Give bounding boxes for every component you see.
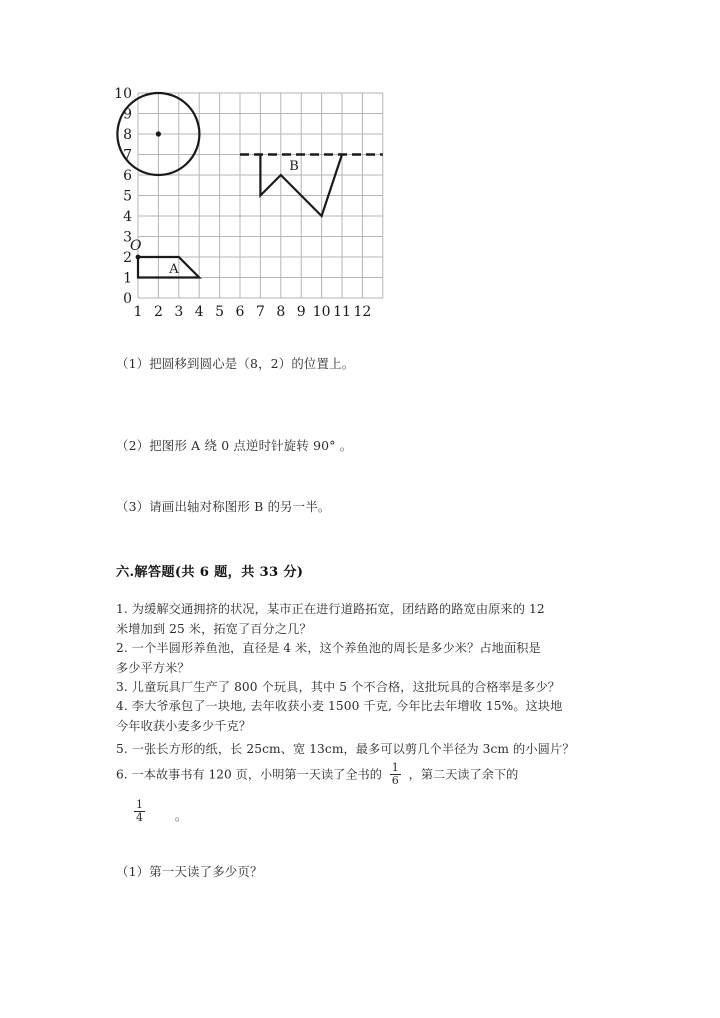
fraction-one-quarter-denominator: 4 (136, 810, 143, 824)
svg-text:1: 1 (123, 270, 132, 287)
fraction-one-sixth-denominator: 6 (391, 773, 399, 787)
svg-text:2: 2 (153, 304, 163, 320)
svg-text:11: 11 (333, 304, 351, 320)
question-3-line-1: 3. 儿童玩具厂生产了 800 个玩具，其中 5 个不合格，这批玩具的合格率是多少？ (116, 680, 561, 694)
coordinate-grid-figure (104, 78, 404, 323)
question-1 (116, 600, 621, 639)
fraction-one-sixth-numerator: 1 (391, 761, 399, 774)
question-5-line-1: 5. 一张长方形的纸，长 25cm、宽 13cm，最多可以剪几个半径为 3cm 的小圆片？ (116, 742, 575, 756)
svg-text:5: 5 (123, 188, 132, 205)
svg-text:6: 6 (123, 168, 132, 184)
question-6-tail: 。 (174, 809, 188, 824)
svg-text:9: 9 (296, 304, 306, 320)
svg-text:7: 7 (255, 304, 265, 320)
svg-text:8: 8 (123, 127, 132, 143)
question-4 (116, 697, 621, 736)
svg-text:2: 2 (123, 250, 132, 266)
svg-text:4: 4 (194, 304, 204, 320)
section-heading: 六.解答题(共 6 题，共 33 分) (116, 565, 304, 580)
question-6-sub-1: （1）第一天读了多少页？ (116, 864, 263, 879)
question-1-line-1: 1. 为缓解交通拥挤的状况，某市正在进行道路拓宽，团结路的路宽由原来的 12 (116, 602, 545, 616)
sub-question-1: （1）把圆移到圆心是（8，2）的位置上。 (116, 356, 355, 371)
svg-text:5: 5 (215, 304, 225, 320)
svg-text:9: 9 (123, 106, 132, 123)
fraction-one-sixth (390, 762, 401, 786)
y-axis-labels (114, 86, 132, 307)
shape-b-label: B (289, 159, 299, 174)
coordinate-grid-svg (104, 78, 404, 323)
shape-a-label: A (169, 262, 179, 277)
svg-text:0: 0 (123, 291, 132, 307)
question-6-line-1 (116, 763, 518, 787)
origin-label: O (130, 238, 142, 254)
svg-text:8: 8 (276, 304, 286, 320)
question-3 (116, 678, 621, 698)
fraction-one-quarter-numerator: 1 (136, 798, 143, 811)
sub-question-3: （3）请画出轴对称图形 B 的另一半。 (116, 499, 331, 514)
svg-text:3: 3 (174, 304, 184, 320)
fraction-one-quarter (134, 799, 145, 823)
sub-question-2: （2）把图形 A 绕 0 点逆时针旋转 90° 。 (116, 438, 353, 453)
question-1-line-2: 米增加到 25 米，拓宽了百分之几？ (116, 621, 312, 636)
svg-text:10: 10 (312, 304, 331, 320)
question-6-lead: 6. 一本故事书有 120 页，小明第一天读了全书的 (116, 767, 382, 782)
question-2-line-1: 2. 一个半圆形养鱼池，直径是 4 米，这个养鱼池的周长是多少米？占地面积是 (116, 641, 541, 655)
svg-text:10: 10 (114, 86, 132, 102)
x-axis-labels (134, 304, 372, 320)
question-6-middle: ，第二天读了余下的 (408, 767, 519, 782)
question-6-line-2 (130, 800, 187, 824)
question-2 (116, 639, 621, 678)
circle-center-dot (156, 131, 161, 136)
svg-text:7: 7 (123, 147, 132, 164)
question-5 (116, 740, 621, 760)
svg-text:4: 4 (123, 209, 132, 225)
svg-text:6: 6 (235, 304, 245, 320)
svg-text:3: 3 (123, 229, 132, 246)
question-2-line-2: 多少平方米？ (116, 660, 190, 675)
svg-text:1: 1 (133, 304, 143, 320)
question-4-line-1: 4. 李大爷承包了一块地, 去年收获小麦 1500 千克, 今年比去年增收 15%。这块地 (116, 699, 563, 713)
origin-point-dot (136, 255, 141, 260)
svg-text:12: 12 (353, 304, 372, 320)
question-4-line-2: 今年收获小麦多少千克？ (116, 718, 252, 733)
